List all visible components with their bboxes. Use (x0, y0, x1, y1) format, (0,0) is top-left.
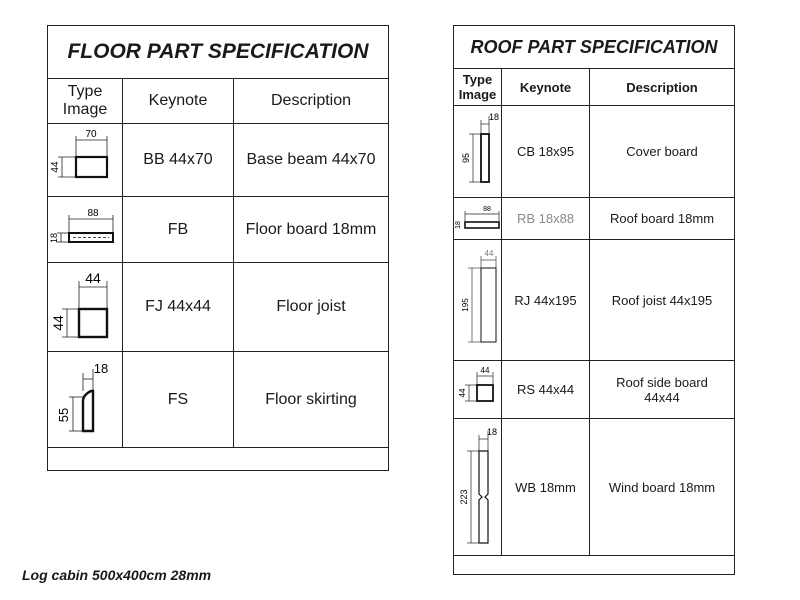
floor-table-title: FLOOR PART SPECIFICATION (48, 26, 389, 79)
dim-height-label: 223 (458, 489, 469, 505)
table-row (48, 197, 389, 263)
roof-row-description: Wind board 18mm (590, 419, 735, 556)
roof-board-drawing (454, 198, 502, 240)
floor-row-description: Floor joist (234, 263, 389, 352)
dim-width-label: 44 (85, 270, 101, 286)
roof-spec-table (453, 25, 735, 575)
roof-row-keynote: CB 18x95 (502, 106, 590, 198)
dim-width-label: 88 (482, 205, 491, 213)
table-row (48, 124, 389, 197)
floor-row-keynote: FB (123, 197, 234, 263)
floor-joist-drawing (48, 263, 123, 352)
roof-side-board-drawing (454, 361, 502, 419)
roof-header-keynote: Keynote (502, 69, 590, 106)
floor-row-description: Floor board 18mm (234, 197, 389, 263)
floor-skirting-drawing (48, 352, 123, 448)
dim-height-label: 55 (56, 407, 71, 422)
dim-width-label: 44 (480, 365, 489, 375)
dim-width-label: 18 (93, 360, 109, 376)
dim-width-label: 18 (488, 111, 499, 122)
floor-row-description: Floor skirting (234, 352, 389, 448)
floor-header-description: Description (234, 79, 389, 124)
floor-board-drawing (48, 197, 123, 263)
roof-row-description: Roof board 18mm (590, 198, 735, 240)
roof-row-keynote: RS 44x44 (502, 361, 590, 419)
dim-height-label: 195 (460, 298, 470, 312)
floor-row-keynote: FJ 44x44 (123, 263, 234, 352)
roof-row-keynote: WB 18mm (502, 419, 590, 556)
dim-width-label: 44 (484, 249, 493, 258)
roof-row-description: Roof joist 44x195 (590, 240, 735, 361)
cover-board-drawing (454, 106, 502, 198)
dim-height-label: 18 (49, 232, 59, 243)
floor-row-description: Base beam 44x70 (234, 124, 389, 197)
table-row (454, 419, 735, 556)
dim-width-label: 18 (486, 427, 497, 437)
roof-joist-drawing (454, 240, 502, 361)
roof-row-description: Cover board (590, 106, 735, 198)
dim-width-label: 70 (85, 129, 97, 140)
roof-row-keynote: RJ 44x195 (502, 240, 590, 361)
table-row (454, 240, 735, 361)
roof-table-title: ROOF PART SPECIFICATION (454, 26, 735, 69)
table-row (48, 263, 389, 352)
floor-row-keynote: BB 44x70 (123, 124, 234, 197)
base-beam-drawing (48, 124, 123, 197)
wind-board-drawing (454, 419, 502, 556)
roof-row-keynote: RB 18x88 (502, 198, 590, 240)
table-row (454, 361, 735, 419)
dim-height-label: 95 (460, 152, 471, 163)
table-row (454, 198, 735, 240)
table-footer-row (48, 448, 389, 471)
dim-height-label: 44 (50, 161, 61, 173)
roof-row-description: Roof side board 44x44 (590, 361, 735, 419)
dim-height-label: 44 (50, 315, 66, 331)
roof-header-description: Description (590, 69, 735, 106)
roof-header-type-image: Type Image (454, 69, 502, 106)
dim-width-label: 88 (87, 207, 99, 219)
table-footer-row (454, 556, 735, 575)
floor-spec-table (47, 25, 389, 471)
dim-height-label: 18 (454, 220, 462, 229)
caption: Log cabin 500x400cm 28mm (22, 567, 212, 583)
floor-row-keynote: FS (123, 352, 234, 448)
floor-header-type-image: Type Image (48, 79, 123, 124)
table-row (454, 106, 735, 198)
dim-height-label: 44 (457, 388, 467, 397)
floor-header-keynote: Keynote (123, 79, 234, 124)
table-row (48, 352, 389, 448)
